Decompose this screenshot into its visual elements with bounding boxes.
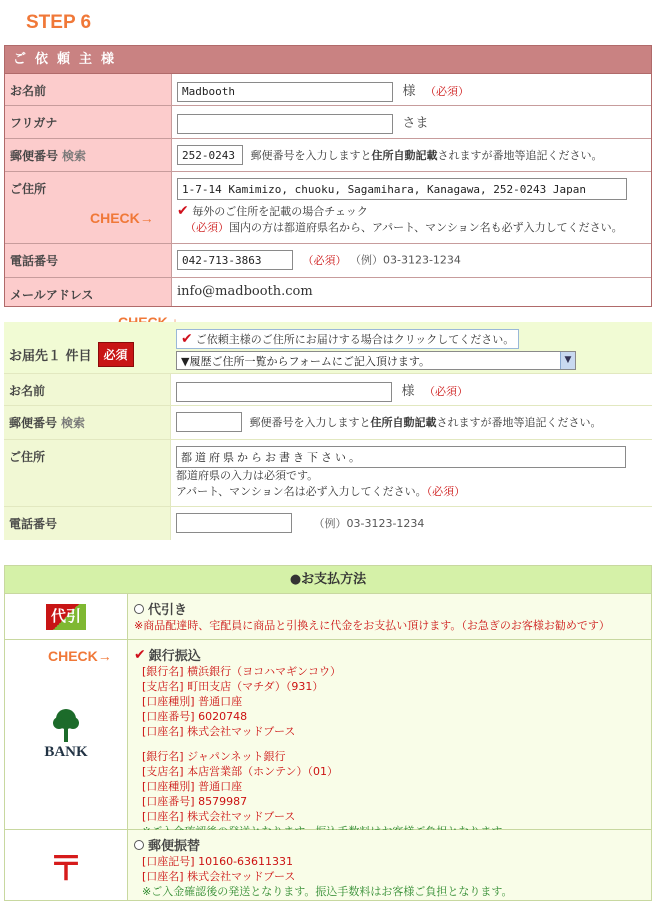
delivery-address-input[interactable] <box>176 446 626 468</box>
cod-logo: 代引 <box>46 604 86 630</box>
delivery-address-note2: アパート、マンション名は必ず入力してください。（必須） <box>176 485 466 498</box>
requester-section <box>4 45 652 307</box>
email-label: メールアドレス <box>5 278 172 306</box>
checkmark-icon[interactable]: ✔ <box>177 203 189 219</box>
phone-input[interactable] <box>177 250 293 270</box>
requester-header: ご依頼主様 <box>5 46 651 74</box>
delivery-address-label: ご住所 <box>4 440 171 506</box>
payment-cod-row[interactable] <box>5 594 651 640</box>
postal-note: ※ご入金確認後の発送となります。振込手数料はお客様ご負担となります。 <box>142 885 513 898</box>
payment-section <box>4 565 652 901</box>
delivery-address-row <box>4 440 652 507</box>
delivery-zip-input[interactable] <box>176 412 242 432</box>
furigana-suffix: さま <box>402 116 429 131</box>
delivery-zip-hint: 郵便番号を入力しますと住所自動記載されますが番地等追記ください。 <box>249 415 602 429</box>
address-input[interactable] <box>177 178 627 200</box>
bank2-details: [銀行名] ジャパンネット銀行 [支店名] 本店営業部（ホンテン）（01） [口座種別] 普通口座 [口座番号] 8579987 [口座名] 株式会社マッドブース <box>142 750 339 823</box>
name-label: お名前 <box>5 74 172 105</box>
required-mark: （必須） <box>424 385 469 398</box>
delivery-phone-row <box>4 507 652 540</box>
required-mark: （必須） <box>302 253 347 267</box>
required-mark: （必須） <box>425 85 470 98</box>
delivery-title-cell <box>4 322 171 373</box>
checkmark-icon[interactable]: ✔ <box>134 646 146 663</box>
chevron-down-icon[interactable]: ▼ <box>560 352 575 369</box>
cod-option[interactable]: 代引き <box>134 599 645 618</box>
delivery-zip-search-link[interactable]: 検索 <box>61 416 86 430</box>
zip-input[interactable] <box>177 145 243 165</box>
zip-hint: 郵便番号を入力しますと住所自動記載されますが番地等追記ください。 <box>250 148 603 162</box>
bank1-details: [銀行名] 横浜銀行（ヨコハマギンコウ） [支店名] 町田支店（マチダ）（931） [口座種別] 普通口座 [口座番号] 6020748 [口座名] 株式会社マッドブース <box>142 665 341 738</box>
delivery-phone-input[interactable] <box>176 513 292 533</box>
address-row <box>5 172 651 244</box>
same-address-checkbox[interactable]: ✔ ご依頼主様のご住所にお届けする場合はクリックしてください。 <box>176 329 519 349</box>
delivery-phone-label: 電話番号 <box>4 507 171 540</box>
phone-label: 電話番号 <box>5 244 172 277</box>
check-bank-label: CHECK→ <box>48 648 112 664</box>
bank-logo: BANK <box>44 708 87 761</box>
delivery-title: お届先１ 件目 <box>9 349 92 364</box>
delivery-section <box>4 322 652 540</box>
name-input[interactable] <box>177 82 393 102</box>
payment-postal-row[interactable] <box>5 830 651 900</box>
overseas-check-label: 毎外のご住所を記載の場合チェック <box>192 205 368 218</box>
postal-details: [口座記号] 10160-63611331 [口座名] 株式会社マッドブース <box>142 855 296 883</box>
phone-example: （例）03-3123-1234 <box>350 253 461 267</box>
postal-option[interactable]: 郵便振替 <box>134 835 645 854</box>
checkmark-icon[interactable]: ✔ <box>181 331 193 347</box>
requester-name-row <box>5 74 651 106</box>
postal-radio[interactable] <box>134 840 144 850</box>
email-value: info@madbooth.com <box>172 278 651 306</box>
postal-mark-icon: 〒 <box>49 848 83 889</box>
honorific: 様 <box>402 84 416 99</box>
tree-icon <box>51 708 81 742</box>
zip-label: 郵便番号 <box>10 149 59 163</box>
zip-search-link[interactable]: 検索 <box>62 149 87 163</box>
step-title: STEP 6 <box>26 12 92 33</box>
delivery-address-note1: 都道府県の入力は必須です。 <box>176 469 319 482</box>
delivery-zip-label-cell: 郵便番号 検索 <box>4 406 171 439</box>
address-note: （必須）国内の方は都道府県名から、アパート、マンション名も必ず入力してください。 <box>185 221 623 234</box>
required-badge: 必須 <box>98 342 134 367</box>
delivery-zip-row <box>4 406 652 440</box>
delivery-phone-example: （例）03-3123-1234 <box>313 516 425 530</box>
history-select[interactable]: ▼履歴ご住所一覧からフォームにご記入頂けます。 ▼ <box>176 351 576 370</box>
address-label: ご住所 <box>5 172 172 243</box>
zip-label-cell <box>5 139 172 171</box>
cod-radio[interactable] <box>134 604 144 614</box>
cod-note: ※商品配達時、宅配員に商品と引換えに代金をお支払い頂けます。（お急ぎのお客様お勧めです） <box>134 619 610 632</box>
overseas-checkbox-row[interactable] <box>177 203 646 220</box>
payment-header: ●お支払方法 <box>5 566 651 594</box>
furigana-label: フリガナ <box>5 106 172 138</box>
honorific: 様 <box>401 384 415 399</box>
check-address-label: CHECK→ <box>90 210 154 226</box>
furigana-input[interactable] <box>177 114 393 134</box>
zip-row <box>5 139 651 172</box>
phone-row <box>5 244 651 278</box>
delivery-name-label: お名前 <box>4 374 171 405</box>
email-row <box>5 278 651 306</box>
furigana-row <box>5 106 651 139</box>
delivery-name-input[interactable] <box>176 382 392 402</box>
bank-option[interactable]: ✔ 銀行振込 <box>134 646 201 664</box>
payment-bank-row[interactable] <box>5 640 651 830</box>
delivery-header-row <box>4 322 652 374</box>
delivery-name-row <box>4 374 652 406</box>
